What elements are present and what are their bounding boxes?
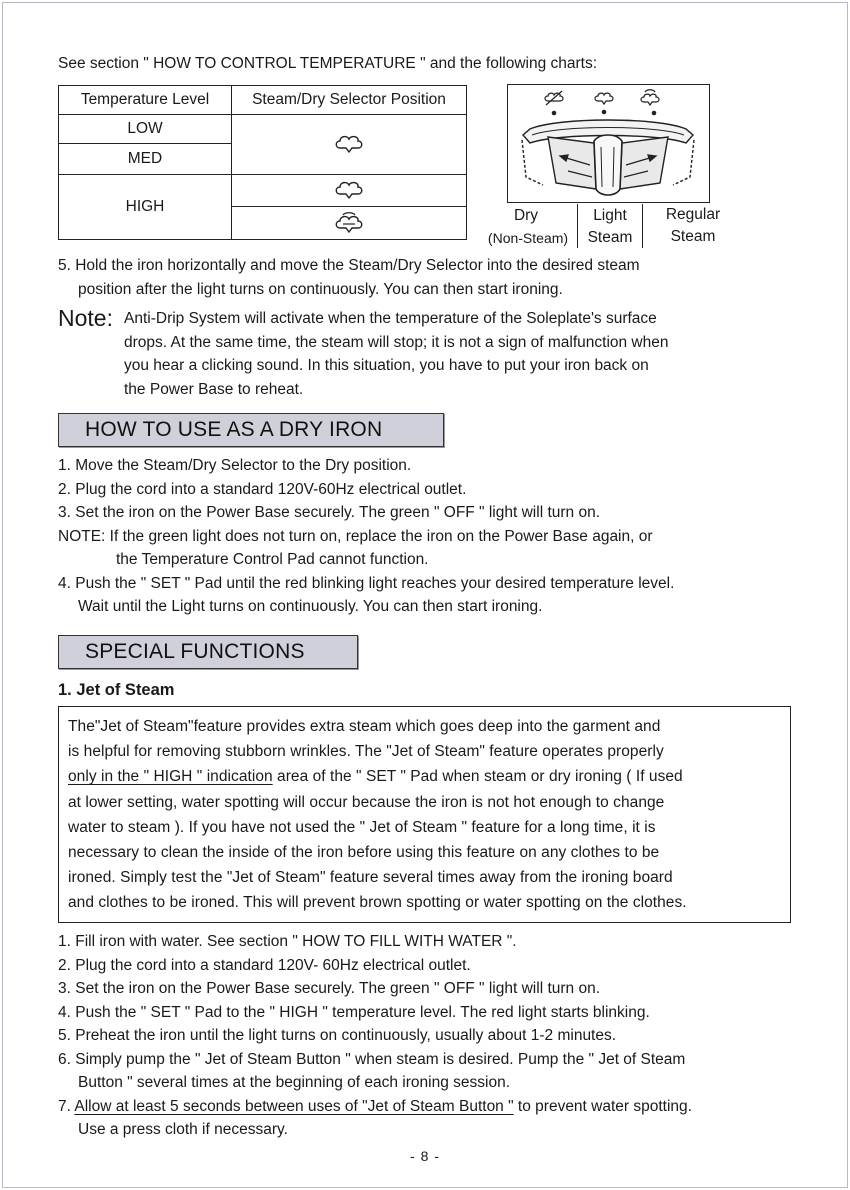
box-line: necessary to clean the inside of the iron before using this feature on any clothes to be [68,844,660,862]
regular-steam-cell [232,206,467,239]
list-item: 5. Preheat the iron until the light turns on continuously, usually about 1-2 minutes. [58,1027,617,1044]
box-line: and clothes to be ironed. This will prevent brown spotting or water spotting on the clothes. [68,894,687,912]
regular-sublabel: Steam [670,228,716,245]
dry-label: Dry [513,207,539,224]
light-steam-icon [334,179,364,201]
label-separator [577,204,578,248]
light-sublabel: Steam [587,229,633,246]
step-7-text: to prevent water spotting. [513,1097,692,1115]
step-5-line-1: 5. Hold the iron horizontally and move the Steam/Dry Selector into the desired steam [58,257,640,274]
underlined-text: only in the " HIGH " indication [68,768,273,786]
dry-iron-note-cont: the Temperature Control Pad cannot function. [116,551,429,568]
list-item: 4. Push the " SET " Pad until the red blinking light reaches your desired temperature level. [58,574,675,592]
list-item: 1. Move the Steam/Dry Selector to the Dry position. [58,457,412,474]
dry-iron-note: NOTE: If the green light does not turn on, replace the iron on the Power Base again, or [58,527,653,545]
list-item [58,1095,828,1119]
note-text [124,307,814,401]
label-separator [642,204,643,248]
list-item-cont: Button " several times at the beginning of each ironing session. [78,1074,511,1091]
box-line: The"Jet of Steam"feature provides extra steam which goes deep into the garment and [68,718,661,735]
list-item: 3. Set the iron on the Power Base securely. The green " OFF " light will turn on. [58,504,601,521]
note-line: drops. At the same time, the steam will stop; it is not a sign of malfunction when [124,333,669,351]
dry-iron-header: HOW TO USE AS A DRY IRON [58,413,444,447]
selector-diagram [507,84,710,203]
dry-iron-steps [58,454,828,619]
list-item-cont: Wait until the Light turns on continuously. You can then start ironing. [78,598,543,615]
light-steam-cell-high [232,174,467,206]
list-item-cont: Use a press cloth if necessary. [78,1121,288,1138]
jet-of-steam-box [58,706,791,923]
steam-selector-illustration [508,85,709,202]
step-7-number: 7. [58,1097,75,1115]
underlined-text: Allow at least 5 seconds between uses of "Jet of Steam Button " [74,1097,514,1115]
list-item: 1. Fill iron with water. See section " HOW TO FILL WITH WATER ". [58,933,517,950]
note-line: Anti-Drip System will activate when the temperature of the Soleplate's surface [124,310,657,327]
table-header-position: Steam/Dry Selector Position [232,86,467,115]
box-line: ironed. Simply test the "Jet of Steam" feature several times away from the ironing board [68,869,673,887]
light-label: Light [593,207,627,224]
jet-of-steam-steps [58,930,828,1142]
level-high: HIGH [59,174,232,239]
note-label: Note: [58,305,113,331]
note-line: you hear a clicking sound. In this situation, you have to put your iron back on [124,357,649,374]
list-item: 6. Simply pump the " Jet of Steam Button " when steam is desired. Pump the " Jet of Steam [58,1050,686,1068]
page-number: - 8 - [410,1148,440,1164]
list-item: 4. Push the " SET " Pad to the " HIGH " temperature level. The red light starts blinking. [58,1003,650,1021]
level-low: LOW [59,115,232,144]
box-line: at lower setting, water spotting will occur because the iron is not hot enough to change [68,793,665,811]
regular-steam-icon [334,210,364,236]
step-5 [58,254,640,301]
jet-of-steam-title: 1. Jet of Steam [58,681,175,699]
box-text: area of the " SET " Pad when steam or dry ironing ( If used [272,768,683,786]
list-item: 3. Set the iron on the Power Base securely. The green " OFF " light will turn on. [58,980,601,997]
dry-sublabel: (Non-Steam) [487,230,569,246]
list-item: 2. Plug the cord into a standard 120V-60Hz electrical outlet. [58,480,467,498]
note-line: the Power Base to reheat. [124,380,304,398]
intro-text: See section " HOW TO CONTROL TEMPERATURE " and the following charts: [58,55,598,72]
step-5-line-2: position after the light turns on continuously. You can then start ironing. [78,280,563,298]
light-steam-icon [334,133,364,155]
list-item: 2. Plug the cord into a standard 120V- 60Hz electrical outlet. [58,956,471,974]
light-steam-cell [232,115,467,174]
special-functions-header: SPECIAL FUNCTIONS [58,635,358,669]
table-header-level: Temperature Level [59,86,232,115]
level-med: MED [59,144,232,174]
box-line: is helpful for removing stubborn wrinkles. The "Jet of Steam" feature operates properly [68,743,664,761]
box-line: water to steam ). If you have not used the " Jet of Steam " feature for a long time, it is [68,818,656,836]
temperature-table [58,85,467,240]
regular-label: Regular [665,206,721,223]
box-line [68,764,790,789]
